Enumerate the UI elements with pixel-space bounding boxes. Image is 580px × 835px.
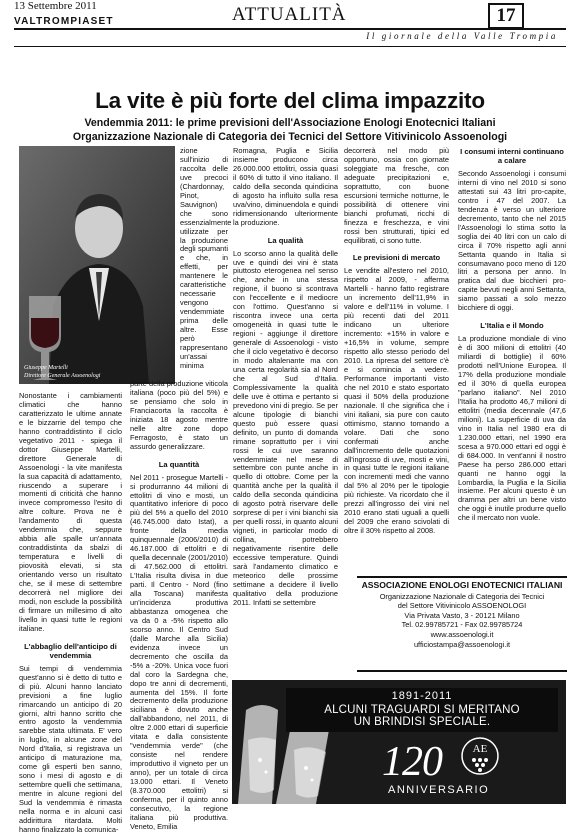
subheading: L'abbaglio dell'anticipo di vendemmia [24, 641, 117, 660]
article-headline: La vite è più forte del clima impazzito [95, 88, 485, 113]
masthead: VALTROMPIASET [14, 16, 114, 27]
contact-website[interactable]: www.assoenologi.it [430, 629, 494, 639]
contact-box-title: ASSOCIAZIONE ENOLOGI ENOTECNICI ITALIANI [361, 580, 563, 590]
contact-line: Organizzazione Nazionale di Categoria dei Tecnici [379, 591, 545, 601]
header-rule-lower [14, 46, 566, 47]
paragraph: Romagna, Puglia e Sicilia insieme producono circa 26.000.000 ettolitri, ossia quasi il 60% di tutto il vino italiano. Il caldo della seconda quindicina di agosto ha influito sulla resa uva/vino, diminuendola e quindi ridimensionando ulteriormente la produzione. [233, 146, 338, 227]
paragraph: parte della produzione viticola italiana (poco più del 5%) e se pensiamo che solo in Franciacorta la raccolta è iniziata 18 agosto mentre nelle altre zone dopo Ferragosto, è stato un assurdo generalizzare. [130, 379, 228, 451]
ad-years: 1891-2011 [391, 690, 453, 702]
photo-caption [24, 364, 154, 380]
issue-date: 13 Settembre 2011 [14, 0, 97, 12]
portrait-photo [19, 146, 175, 384]
subheading: Le previsioni di mercato [352, 253, 441, 263]
paragraph: Le vendite all'estero nel 2010, rispetto al 2009, - afferma Martelli - hanno fatto registrare un incremento dell'11,9% in valore e dell'11% in volume. I più recenti dati del 2011 indicano un ulteriore incremento: +15% in valore e +16,5% in volume, sempre rispetto allo stesso periodo del 2010. La ripresa del settore c'è e si comincia a vedere. Performance importanti visto che nel 2010 e stato esportato quasi il 50% della produzione nazionale. Il che significa che i vini italiani, sia pure con cauto ottimismo, stanno tornando a volare. Dati che sono confermati anche dall'incremento delle quotazioni all'ingrosso di uve, mosti e vini, in quasi tutte le regioni italiane con incrementi medi che vanno dal 5% al 20% per le tipologie più richieste. Va ricordato che il prezzi all'ingrosso dei vini nel 2010 erano stati uguali a quelli del 2009 che erano scivolati di oltre il 30% rispetto al 2008. [344, 266, 449, 536]
subheading: L'Italia e il Mondo [480, 321, 544, 331]
subhead-line-2: Organizzazione Nazionale di Categoria dei Tecnici del Settore Vitivinicolo Assoenologi [72, 131, 508, 143]
ad-slogan-line-2: UN BRINDISI SPECIALE. [353, 716, 491, 728]
column-1 [19, 392, 122, 835]
paragraph: Lo scorso anno la qualità delle uve e quindi dei vini è stata piuttosto eterogenea nel senso che, anche in una stessa regione, il buono si scontrava con l'eccellente e il mediocre con l'ottimo. Quest'anno si riscontra invece una certa omogeneità in quasi tutte le regioni - aggiunge il direttore generale di Assoenologi - visto che il ciclo vegetativo è decorso in modo altalenante ma con una certa regolarità sia al Nord che al Sud d'Italia. Complessivamente la qualità delle uve è ottima e pertanto si prevedono vini di pregio. Se per alcune tipologie di bianchi questo può essere quasi definito, un punto di domanda rimane soprattutto per i vini rossi le cui uve saranno vendemmiate nel mese di settembre con punte anche in quello di ottobre. Come per la quantità anche per la qualità il caldo della seconda quindicina di agosto potrà riservare delle sorprese di per i vini bianchi sia per quelli rossi, in quanto alcuni vigneti, in particolar modo di collina, potrebbero negativamente risentire delle eccessive temperature. Quindi sarà l'andamento climatico e meteorico delle prossime settimane a decidere il livello qualitativo della produzione 2011. Infatti se settembre [233, 248, 338, 607]
section-title: ATTUALITÀ [232, 4, 347, 25]
tagline: Il giornale della Valle Trompia [366, 31, 558, 41]
subhead-line-1: Vendemmia 2011: le prime previsioni dell'Associazione Enologi Enotecnici Italiani [84, 117, 496, 129]
photo-caption-name: Giuseppe Martelli [24, 365, 68, 371]
subheading: La qualità [267, 235, 304, 245]
paragraph: Sui tempi di vendemmia quest'anno si è detto di tutto e di più. Alcuni hanno lanciato previsioni a fine luglio rimarcando un anticipo di 20 giorni, altri hanno scritto che entro agosto la vendemmia sarebbe stata ultimata. E' vero in luglio, in alcune zone del Nord d'Italia, si registrava un anticipo di maturazione ma, come gli esperti ben sanno, sono i mesi di agosto e di settembre quelli che settimana, mentre in alcune regioni del Sud la vendemmia è rimasta nella norma e in alcuni casi addirittura ritardata. Molti hanno finalizzato la comunica- [19, 663, 122, 834]
ad-anniversary-label: ANNIVERSARIO [388, 784, 490, 796]
contact-phone: Tel. 02.99785721 - Fax 02.99785724 [401, 620, 523, 630]
photo-caption-role: Direttore Generale Assoenologi [24, 373, 101, 379]
paragraph: Nonostante i cambiamenti climatici che hanno caratterizzato le ultime annate e le bizzarrie del tempo che hanno contraddistinto il ciclo vegetativo 2011 - spiega il dottor Giuseppe Martelli, direttore Generale di Assoenologi - la vite manifesta la sua capacità di adattamento, riuscendo a superare i momenti di criticità che hanno invece compromesso l'esito di altre colture. Prova ne è l'andamento di questa vendemmia che, seppure abbia alle spalle un'annata contraddistinta da sbalzi di temperatura e livelli di piovosità elevati, si sta orientando verso un risultato che, se il mese di settembre decorrerà nel migliore dei modi, non esclude la possibilità di firmare un millesimo di alto livello in quasi tutte le regioni italiane. [19, 391, 122, 633]
paragraph: Secondo Assoenologi i consumi interni di vino nel 2010 si sono attestati sui 43 litri pro-capite, contro i 47 del 2007. La tendenza è verso un ulteriore decremento, tanto che nel 2015 l'Assoenologi lo stima sotto la soglia dei 40 litri con un calo di circa il 70% rispetto agli anni Settanta quando in Italia si consumavano poco meno di 120 litri a persona per anno. In pratica dal due bicchieri pro-capite bevuti negli anni Settanta, siamo passati a solo mezzo bicchiere di oggi. [458, 169, 566, 313]
subheading: La quantità [158, 459, 200, 469]
contact-line: del Settore Vitivinicolo ASSOENOLOGI [397, 601, 527, 611]
subheading: I consumi interni continuano a calare [460, 147, 564, 165]
paragraph: Nel 2011 - prosegue Martelli - si produrranno 44 milioni di ettolitri di vino e mosti, un quantitativo inferiore di poco più del 5% a quello del 2010 (46.745.000 dato Istat), a fronte della media quinquennale (2006/2010) di 46.187.000 di ettolitri e di quella decennale (2001/2010) di 47.562.000 di ettolitri. L'Italia risulta divisa in due parti. Il Centro - Nord (fino alla Toscana) manifesta un'incidenza produttiva abbastanza omogenea che va da 0 a -5% rispetto allo scorso anno. Il Centro Sud (dalle Marche alla Sicilia) evidenza invece un decremento che oscilla da -5% a -20%. Unica voce fuori dal coro la Sardegna che, dopo tre anni di decrementi, aumenta del 15%. Il forte decremento della produzione siciliana è dovuto anche dall'abbandono, nel 2011, di oltre 2.000 ettari di superficie vitata e dalla consistente "vendemmia verde" (che consiste nel rendere improduttivo il vigneto per un anno), per un totale di circa 13.000 ettari. Il Veneto (8.370.000 ettolitri) si conferma, per il quinto anno consecutivo, la regione italiana più produttiva. Veneto, Emilia [130, 472, 228, 831]
contact-box [357, 576, 567, 672]
article-subhead [14, 116, 566, 144]
svg-text:AE: AE [472, 743, 488, 755]
portrait-illustration [19, 146, 175, 384]
paragraph: decorrerà nel modo più opportuno, ossia con giornate soleggiate ma fresche, con adeguate precipitazioni e, soprattutto, con buone escursioni termiche notturne, le possibilità di ottenere vini bianchi profumati, ricchi di finezza e freschezza, e vini rossi ben strutturati, tipici ed equilibrati, ci sono tutte. [344, 146, 449, 245]
paragraph: La produzione mondiale di vino è di 300 milioni di ettolitri (40 miliardi di bottiglie) il 60% prodotti nell'Unione Europea. Il 17% della produzione mondiale ed il 30% di quella europea "parlano italiano". Nel 2010 l'Italia ha prodotto 46,7 milioni di ettolitri (media decennale (47,6 milioni). La superficie di uva da vino in Italia nel 1980 era di 1.230.000 ettari, nel 1990 era scesa a 970.000 ettari ed oggi è di 684.000. In vent'anni il nostro Paese ha perso 286.000 ettari quanti ne hanno oggi la Lombardia, la Puglia e la Sicilia insieme. Per alcuni questo è un dramma per altri un bene visto che oggi è inutile produrre quello che il mercato non vuole. [458, 334, 566, 523]
page-number: 17 [488, 3, 524, 29]
ad-anniversary-number: 120 [382, 739, 442, 785]
header-rule [14, 28, 566, 30]
column-3 [233, 147, 338, 608]
anniversary-advertisement [232, 680, 566, 804]
column-4 [344, 147, 449, 536]
ad-slogan [286, 704, 558, 728]
contact-email[interactable]: ufficiostampa@assoenologi.it [413, 639, 511, 649]
column-5 [458, 147, 566, 523]
column-2 [130, 380, 228, 832]
ad-slogan-line-1: ALCUNI TRAGUARDI SI MERITANO [324, 704, 520, 716]
contact-address: Via Privata Vasto, 3 - 20121 Milano [404, 610, 520, 620]
assoenologi-logo-icon [460, 736, 500, 776]
paragraph: zione sull'inizio di raccolta delle uve precoci (Chardonnay, Pinot, Sauvignon) che sono essenzialmente utilizzate per la produzione degli spumanti e che, in effetti, per mantenere le caratteristiche necessarie vengono vendemmiate prima delle altre. Esse però rappresentano un'assai minima [180, 146, 232, 370]
column-1-narrow [180, 146, 232, 371]
